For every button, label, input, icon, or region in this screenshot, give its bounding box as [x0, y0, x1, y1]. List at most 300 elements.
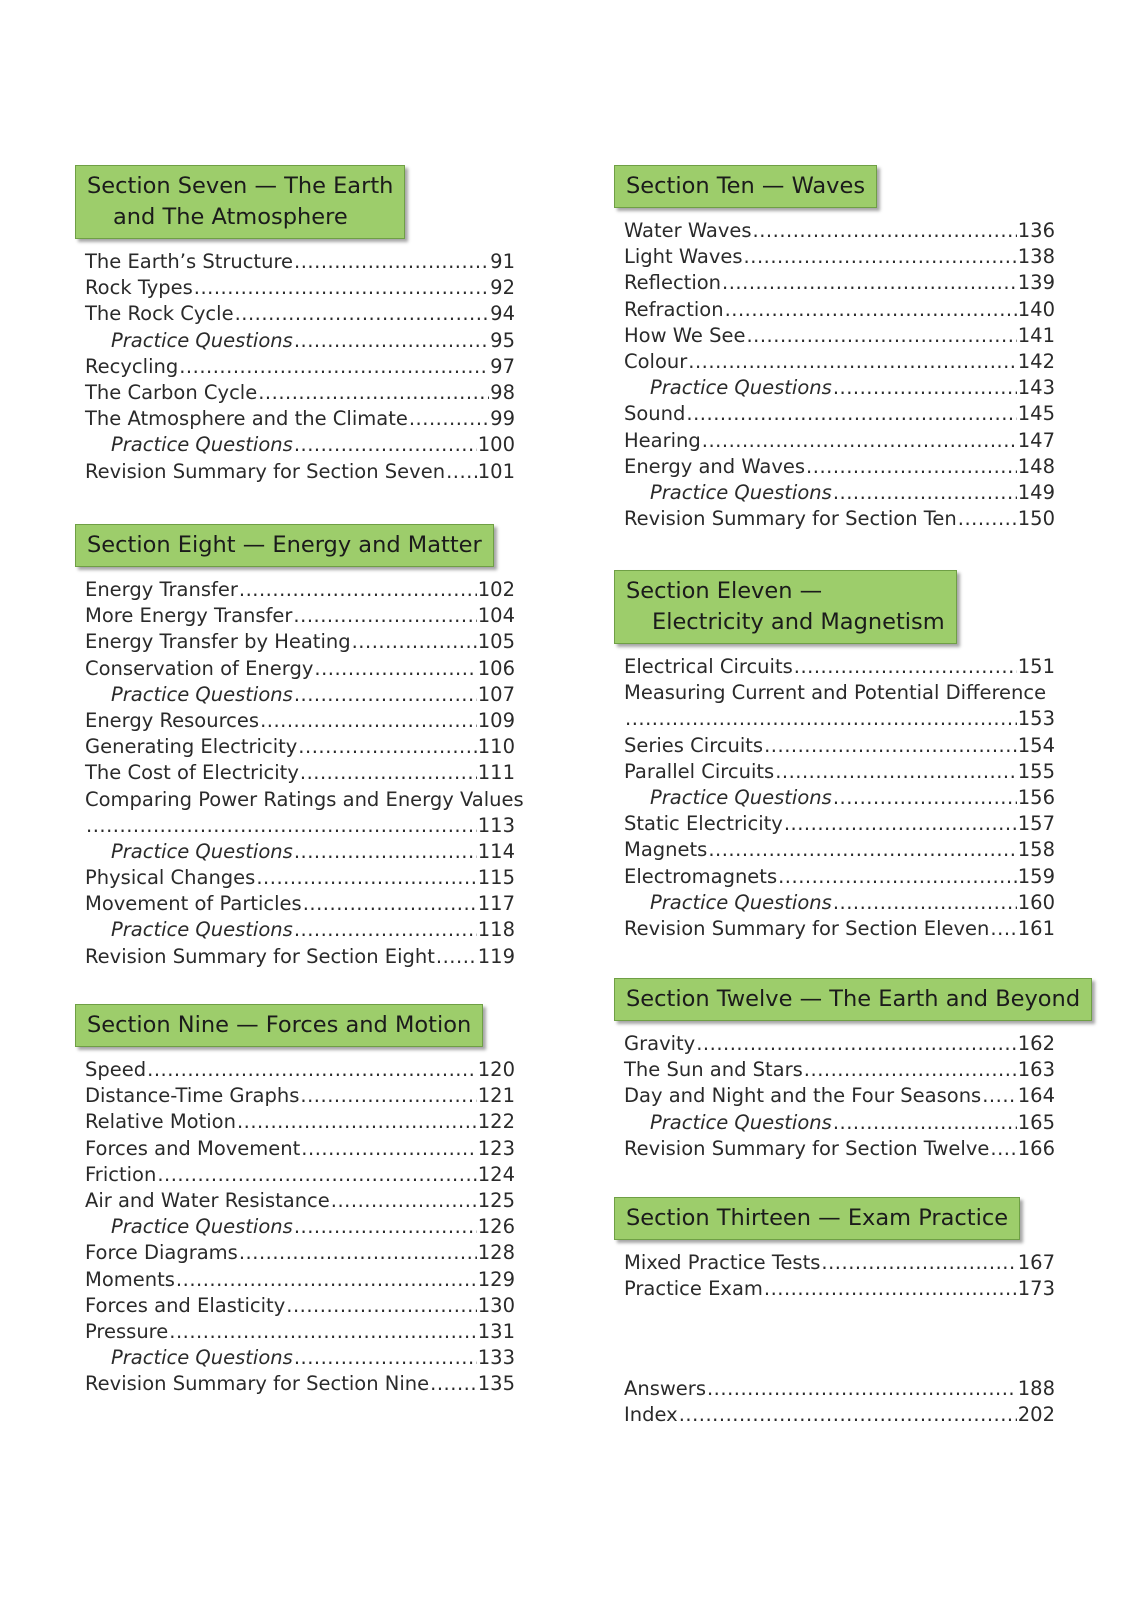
section-heading-line: Section Seven — The Earth — [87, 173, 394, 199]
toc-entry-title: Hearing — [624, 428, 701, 452]
toc-page-number: 109 — [477, 708, 515, 732]
toc-page-number: 133 — [477, 1346, 515, 1370]
toc-entry[interactable] — [85, 1083, 515, 1109]
dot-leader — [806, 454, 1017, 480]
toc-entry-list — [75, 1057, 515, 1397]
toc-entry[interactable] — [624, 1031, 1055, 1057]
toc-entry-title: Series Circuits — [624, 733, 764, 757]
dot-leader — [286, 1293, 477, 1319]
toc-entry-list — [75, 577, 524, 970]
toc-entry[interactable] — [624, 428, 1055, 454]
toc-entry-title: Day and Night and the Four Seasons — [624, 1084, 982, 1108]
toc-entry-title: Force Diagrams — [85, 1241, 238, 1265]
toc-page-number: 100 — [477, 433, 515, 457]
dot-leader — [256, 865, 476, 891]
toc-entry[interactable] — [624, 244, 1055, 270]
toc-page-number: 120 — [477, 1058, 515, 1081]
toc-entry-title: Electrical Circuits — [624, 655, 793, 678]
dot-leader — [194, 275, 489, 301]
toc-entry-title: The Earth’s Structure — [85, 250, 294, 273]
toc-page-number: 162 — [1017, 1032, 1055, 1055]
toc-entry[interactable] — [624, 323, 1055, 349]
toc-entry-title: Sound — [624, 402, 686, 426]
toc-page-number: 159 — [1017, 864, 1055, 888]
dot-leader — [990, 916, 1016, 942]
toc-entry-practice[interactable] — [85, 328, 515, 354]
toc-entry-list — [614, 1376, 1055, 1428]
toc-entry[interactable] — [85, 1267, 515, 1293]
toc-section — [614, 570, 1055, 942]
toc-section — [75, 1004, 515, 1397]
dot-leader — [352, 629, 477, 655]
toc-entry-title: Revision Summary for Section Eight — [85, 944, 435, 968]
section-heading-line: Section Ten — Waves — [626, 173, 866, 199]
toc-page-number: 166 — [1017, 1136, 1055, 1160]
toc-entry-title: The Rock Cycle — [85, 302, 234, 326]
toc-entry-title: Static Electricity — [624, 812, 783, 836]
toc-entry-practice[interactable] — [624, 1110, 1055, 1136]
toc-entry-title: How We See — [624, 323, 746, 347]
toc-entry[interactable] — [624, 811, 1055, 837]
toc-entry-title: Practice Questions — [111, 433, 293, 457]
toc-page-number: 145 — [1017, 402, 1055, 426]
dot-leader — [239, 1240, 477, 1266]
toc-entry-title: Distance-Time Graphs — [85, 1084, 300, 1108]
toc-entry[interactable] — [85, 249, 515, 275]
toc-page-number: 124 — [477, 1162, 515, 1186]
toc-page-number: 95 — [490, 328, 515, 352]
section-heading-line: Section Nine — Forces and Motion — [87, 1012, 472, 1038]
dot-leader — [239, 577, 477, 603]
toc-page-number: 131 — [477, 1319, 515, 1343]
toc-entry[interactable] — [85, 708, 515, 734]
toc-entry-title: Electromagnets — [624, 864, 778, 888]
toc-page-number: 158 — [1017, 838, 1055, 862]
toc-page-number: 138 — [1017, 245, 1055, 269]
toc-entry[interactable] — [85, 865, 515, 891]
toc-entry-title: Revision Summary for Section Ten — [624, 507, 957, 531]
toc-entry[interactable] — [85, 1188, 515, 1214]
toc-page-number: 163 — [1017, 1058, 1055, 1082]
dot-leader — [294, 1345, 477, 1371]
toc-page-number: 156 — [1017, 785, 1055, 809]
section-heading — [614, 165, 877, 208]
toc-entry-practice[interactable] — [85, 1345, 515, 1371]
toc-entry-title: Practice Questions — [650, 890, 832, 914]
dot-leader — [833, 480, 1017, 506]
toc-page-number: 188 — [1017, 1377, 1055, 1400]
toc-entry-title: Revision Summary for Section Eleven — [624, 916, 990, 940]
toc-page-number: 121 — [477, 1084, 515, 1108]
toc-entry-title: Forces and Elasticity — [85, 1293, 286, 1317]
toc-entry-title: Practice Questions — [650, 376, 832, 400]
dot-leader — [300, 1083, 476, 1109]
dot-leader — [778, 864, 1017, 890]
toc-page-number: 173 — [1017, 1277, 1055, 1301]
toc-entry-title: Conservation of Energy — [85, 656, 314, 680]
toc-page-number: 129 — [477, 1267, 515, 1291]
dot-leader — [764, 1276, 1017, 1302]
toc-entry[interactable] — [85, 459, 515, 485]
toc-entry-title: The Sun and Stars — [624, 1058, 803, 1082]
dot-leader — [744, 244, 1017, 270]
dot-leader — [804, 1057, 1017, 1083]
dot-leader — [430, 1371, 477, 1397]
toc-page-number: 94 — [490, 302, 515, 326]
toc-entry-title: Practice Questions — [650, 1110, 832, 1134]
toc-entry[interactable] — [85, 406, 515, 432]
dot-leader — [725, 297, 1017, 323]
toc-page-number: 122 — [477, 1110, 515, 1134]
dot-leader — [86, 813, 477, 839]
dot-leader — [409, 406, 489, 432]
toc-entry[interactable] — [85, 1057, 515, 1083]
toc-entry[interactable] — [624, 401, 1055, 427]
toc-entry-practice[interactable] — [624, 785, 1055, 811]
toc-section — [614, 1197, 1055, 1302]
toc-entry-title: Parallel Circuits — [624, 759, 775, 783]
dot-leader — [237, 1109, 477, 1135]
toc-page-number: 151 — [1017, 655, 1055, 678]
toc-entry[interactable] — [624, 837, 1055, 863]
toc-entry-title: Practice Questions — [111, 682, 293, 706]
toc-page-number: 105 — [477, 630, 515, 654]
dot-leader — [696, 1031, 1017, 1057]
toc-entry[interactable] — [624, 454, 1055, 480]
toc-entry-title: Mixed Practice Tests — [624, 1251, 821, 1274]
dot-leader — [746, 323, 1016, 349]
toc-entry-practice[interactable] — [85, 1214, 515, 1240]
toc-entry-practice[interactable] — [624, 890, 1055, 916]
toc-entry[interactable] — [624, 218, 1055, 244]
toc-entry-list — [614, 218, 1055, 532]
dot-leader — [686, 401, 1016, 427]
toc-entry-title: Gravity — [624, 1032, 696, 1055]
toc-page-number: 130 — [477, 1293, 515, 1317]
toc-entry-practice[interactable] — [85, 839, 515, 865]
toc-entry-title: Forces and Movement — [85, 1136, 301, 1160]
dot-leader — [764, 733, 1017, 759]
toc-page-number: 119 — [477, 944, 515, 968]
dot-leader — [833, 890, 1017, 916]
dot-leader — [833, 785, 1017, 811]
toc-entry-title[interactable]: Measuring Current and Potential Difference — [624, 681, 1047, 705]
dot-leader — [294, 328, 489, 354]
toc-entry-title: Pressure — [85, 1319, 169, 1343]
dot-leader — [303, 891, 477, 917]
dot-leader — [260, 708, 477, 734]
toc-page-number: 157 — [1017, 812, 1055, 836]
section-heading-line: Section Thirteen — Exam Practice — [626, 1205, 1009, 1231]
toc-entry-title: The Atmosphere and the Climate — [85, 407, 408, 431]
toc-entry-title: Energy and Waves — [624, 454, 806, 478]
toc-entry[interactable] — [85, 656, 515, 682]
toc-entry[interactable] — [624, 1376, 1055, 1402]
section-heading — [614, 1197, 1020, 1240]
toc-section — [75, 524, 524, 970]
section-heading-line: Electricity and Magnetism — [652, 609, 945, 635]
section-heading — [75, 1004, 483, 1047]
dot-leader — [722, 270, 1017, 296]
toc-page-number: 141 — [1017, 323, 1055, 347]
dot-leader — [169, 1319, 477, 1345]
section-heading — [614, 570, 957, 644]
toc-section — [614, 1376, 1055, 1428]
toc-page-number: 111 — [477, 761, 515, 785]
section-heading — [75, 165, 405, 239]
toc-page-number: 107 — [477, 682, 515, 706]
toc-page-number: 97 — [490, 354, 515, 378]
dot-leader — [157, 1162, 476, 1188]
dot-leader — [176, 1267, 477, 1293]
dot-leader — [707, 1376, 1017, 1402]
toc-page-number: 125 — [477, 1188, 515, 1212]
toc-entry-title: More Energy Transfer — [85, 604, 293, 628]
toc-entry-title: The Cost of Electricity — [85, 761, 299, 785]
dot-leader — [300, 760, 477, 786]
section-heading — [75, 524, 494, 567]
toc-entry-title: Colour — [624, 349, 688, 373]
toc-page-number: 98 — [490, 380, 515, 404]
dot-leader — [298, 734, 476, 760]
dot-leader — [258, 380, 489, 406]
toc-entry[interactable] — [624, 1136, 1055, 1162]
dot-leader — [990, 1136, 1016, 1162]
toc-entry[interactable] — [624, 1402, 1055, 1428]
toc-page-number: 104 — [477, 604, 515, 628]
toc-entry-title: Energy Transfer — [85, 578, 238, 601]
toc-entry-title: Movement of Particles — [85, 892, 302, 916]
dot-leader — [982, 1083, 1017, 1109]
toc-entry-title: Reflection — [624, 271, 722, 295]
toc-entry[interactable] — [85, 275, 515, 301]
toc-entry[interactable] — [624, 349, 1055, 375]
toc-entry-title: Speed — [85, 1058, 147, 1081]
toc-entry[interactable] — [85, 1371, 515, 1397]
toc-entry-title: Practice Questions — [111, 1346, 293, 1370]
dot-leader — [821, 1250, 1016, 1276]
toc-page-number: 106 — [477, 656, 515, 680]
toc-page-number: 128 — [477, 1241, 515, 1265]
toc-entry-practice[interactable] — [85, 917, 515, 943]
toc-entry-practice[interactable] — [85, 682, 515, 708]
dot-leader — [775, 759, 1017, 785]
dot-leader — [314, 656, 476, 682]
toc-entry-list — [75, 249, 515, 485]
section-heading-line: Section Eleven — — [626, 578, 823, 604]
toc-entry-title: Light Waves — [624, 245, 743, 269]
toc-entry[interactable] — [624, 916, 1055, 942]
toc-page-number: 160 — [1017, 890, 1055, 914]
toc-page-number: 154 — [1017, 733, 1055, 757]
toc-page-number: 153 — [1017, 707, 1055, 731]
section-heading — [614, 978, 1092, 1021]
toc-page-number: 202 — [1017, 1403, 1055, 1427]
toc-entry[interactable] — [85, 629, 515, 655]
toc-entry[interactable] — [85, 1319, 515, 1345]
toc-page-number: 123 — [477, 1136, 515, 1160]
toc-page-number: 165 — [1017, 1110, 1055, 1134]
toc-entry-title: Practice Questions — [111, 839, 293, 863]
dot-leader — [294, 682, 477, 708]
dot-leader — [708, 837, 1016, 863]
toc-entry[interactable] — [85, 1162, 515, 1188]
toc-entry[interactable] — [624, 759, 1055, 785]
toc-page-number: 102 — [477, 578, 515, 601]
toc-entry[interactable] — [85, 1293, 515, 1319]
dot-leader — [293, 603, 476, 629]
dot-leader — [958, 506, 1017, 532]
dot-leader — [294, 839, 477, 865]
toc-entry[interactable] — [85, 380, 515, 406]
toc-entry-title: Practice Questions — [111, 918, 293, 942]
toc-entry-title: Moments — [85, 1267, 175, 1291]
dot-leader — [688, 349, 1016, 375]
toc-page-number: 101 — [477, 459, 515, 483]
toc-entry[interactable] — [624, 864, 1055, 890]
toc-entry-title: Magnets — [624, 838, 708, 862]
toc-entry[interactable] — [85, 813, 515, 839]
toc-entry[interactable] — [85, 734, 515, 760]
toc-page-number: 167 — [1017, 1251, 1055, 1274]
dot-leader — [294, 432, 477, 458]
dot-leader — [331, 1188, 477, 1214]
toc-page-number: 99 — [490, 407, 515, 431]
dot-leader — [294, 1214, 477, 1240]
dot-leader — [702, 428, 1017, 454]
toc-entry-list — [614, 1250, 1055, 1302]
toc-entry[interactable] — [85, 577, 515, 603]
toc-page-number: 155 — [1017, 759, 1055, 783]
dot-leader — [294, 249, 489, 275]
toc-entry-practice[interactable] — [624, 375, 1055, 401]
section-heading-line: and The Atmosphere — [113, 204, 348, 230]
toc-entry[interactable] — [85, 1136, 515, 1162]
toc-entry-title: Practice Questions — [650, 785, 832, 809]
dot-leader — [794, 654, 1017, 680]
dot-leader — [179, 354, 489, 380]
toc-entry[interactable] — [624, 1057, 1055, 1083]
toc-entry[interactable] — [624, 1250, 1055, 1276]
toc-entry[interactable] — [624, 1276, 1055, 1302]
toc-page-number: 135 — [477, 1372, 515, 1396]
toc-entry-title: Generating Electricity — [85, 735, 298, 759]
toc-entry-practice[interactable] — [85, 432, 515, 458]
toc-page-number: 150 — [1017, 507, 1055, 531]
toc-entry-title: Air and Water Resistance — [85, 1188, 330, 1212]
toc-section — [614, 978, 1081, 1162]
toc-page-number: 115 — [477, 866, 515, 890]
toc-entry[interactable] — [85, 603, 515, 629]
toc-entry[interactable] — [624, 706, 1055, 732]
dot-leader — [753, 218, 1017, 244]
toc-entry-title: Physical Changes — [85, 866, 256, 890]
toc-page-number: 126 — [477, 1215, 515, 1239]
toc-entry[interactable] — [85, 944, 515, 970]
toc-page-number: 139 — [1017, 271, 1055, 295]
toc-entry[interactable] — [624, 297, 1055, 323]
toc-page-number: 161 — [1017, 916, 1055, 940]
toc-entry[interactable] — [624, 1083, 1055, 1109]
section-heading-line: Section Twelve — The Earth and Beyond — [626, 986, 1081, 1012]
toc-entry-title: Practice Exam — [624, 1277, 763, 1301]
toc-page-number: 118 — [477, 918, 515, 942]
toc-page-number: 91 — [490, 250, 515, 273]
toc-section — [75, 165, 515, 485]
toc-entry-title: Friction — [85, 1162, 157, 1186]
dot-leader — [679, 1402, 1017, 1428]
toc-entry-title[interactable]: Comparing Power Ratings and Energy Values — [85, 787, 524, 811]
toc-entry[interactable] — [85, 1240, 515, 1266]
toc-page-number: 136 — [1017, 219, 1055, 242]
toc-page-number: 114 — [477, 839, 515, 863]
toc-entry-title: Refraction — [624, 297, 724, 321]
toc-page-number: 110 — [477, 735, 515, 759]
toc-entry[interactable] — [85, 301, 515, 327]
toc-entry-title: Revision Summary for Section Nine — [85, 1372, 430, 1396]
toc-page-number: 143 — [1017, 376, 1055, 400]
toc-entry-title: Water Waves — [624, 219, 752, 242]
toc-section — [614, 165, 1055, 532]
toc-page-number: 149 — [1017, 480, 1055, 504]
toc-entry[interactable] — [85, 354, 515, 380]
dot-leader — [784, 811, 1017, 837]
toc-entry-title: Energy Transfer by Heating — [85, 630, 351, 654]
toc-page-number: 117 — [477, 892, 515, 916]
toc-entry-title: Relative Motion — [85, 1110, 236, 1134]
toc-entry-title: Energy Resources — [85, 708, 260, 732]
toc-entry-title: Practice Questions — [111, 328, 293, 352]
dot-leader — [301, 1136, 476, 1162]
toc-page-number: 92 — [490, 276, 515, 300]
toc-entry[interactable] — [624, 733, 1055, 759]
toc-entry[interactable] — [624, 270, 1055, 296]
toc-entry-title: Index — [624, 1403, 678, 1427]
dot-leader — [436, 944, 477, 970]
toc-entry-title: Revision Summary for Section Seven — [85, 459, 446, 483]
toc-entry-title: Recycling — [85, 354, 179, 378]
toc-entry-title: Practice Questions — [650, 480, 832, 504]
toc-page-number: 147 — [1017, 428, 1055, 452]
toc-entry-title: Answers — [624, 1377, 706, 1400]
toc-entry-list — [614, 654, 1055, 942]
toc-page-number: 140 — [1017, 297, 1055, 321]
toc-entry[interactable] — [85, 891, 515, 917]
toc-entry-list — [614, 1031, 1055, 1162]
toc-entry-title: Practice Questions — [111, 1215, 293, 1239]
toc-entry-title: The Carbon Cycle — [85, 380, 258, 404]
toc-entry-title: Revision Summary for Section Twelve — [624, 1136, 990, 1160]
toc-page-number: 113 — [477, 813, 515, 837]
section-heading-line: Section Eight — Energy and Matter — [87, 532, 482, 558]
toc-page-number: 148 — [1017, 454, 1055, 478]
dot-leader — [294, 917, 477, 943]
toc-entry-title: Rock Types — [85, 276, 193, 300]
toc-page-number: 164 — [1017, 1084, 1055, 1108]
dot-leader — [235, 301, 490, 327]
toc-entry[interactable] — [85, 760, 515, 786]
dot-leader — [833, 375, 1017, 401]
dot-leader — [625, 706, 1017, 732]
toc-entry-practice[interactable] — [624, 480, 1055, 506]
toc-entry[interactable] — [85, 1109, 515, 1135]
toc-entry[interactable] — [624, 506, 1055, 532]
dot-leader — [446, 459, 477, 485]
dot-leader — [833, 1110, 1017, 1136]
toc-entry[interactable] — [624, 654, 1055, 680]
dot-leader — [147, 1057, 477, 1083]
toc-page-number: 142 — [1017, 349, 1055, 373]
